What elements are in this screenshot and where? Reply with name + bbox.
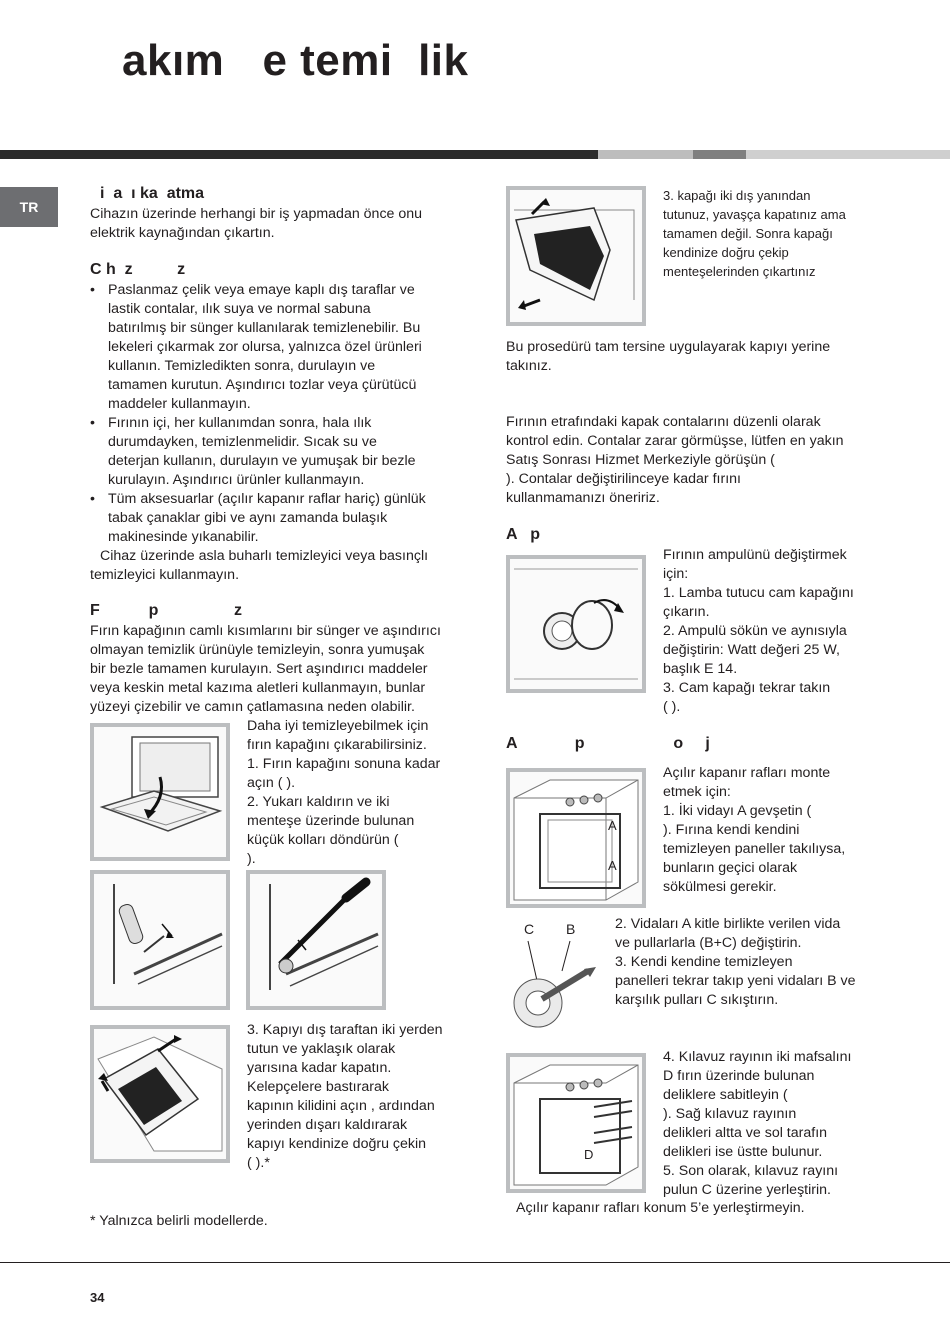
section-heading-exterior: C h z z [90, 261, 186, 278]
door-glass-text: Fırın kapağının camlı kısımlarını bir sünger ve aşındırıcı olmayan temizlik ürünüyle temizleyin, sonra yumuşak bir bezle tamamen kurulayın. Sert aşındırıcı maddeler veya keskin metal kazıma aletleri kullanmayın, bunlar yüzeyi çizebilir ve camın çatlamasına neden olabilir. [90, 623, 441, 715]
footer-rule [0, 1262, 950, 1263]
header-rule-dark [0, 150, 598, 159]
label-a-top: A [608, 818, 617, 833]
header-rule-gray [693, 150, 746, 159]
section-heading-door: F p z [90, 602, 243, 619]
door-step-3-alt: 3. kapağı iki dış yanından tutunuz, yavaşça kapatınız ama tamamen değil. Sonra kapağı kendinize doğru çekip menteşelerinden çıkartınız [663, 188, 846, 279]
section-heading-lamp: A p [506, 526, 541, 543]
label-d: D [584, 1147, 594, 1162]
footnote: * Yalnızca belirli modellerde. [90, 1213, 268, 1229]
section-heading-power: i a ı ka atma [100, 185, 205, 202]
figure-hinge-left [90, 870, 230, 1010]
bullet-item: • Paslanmaz çelik veya emaye kaplı dış taraflar ve lastik contalar, ılık suya ve normal sabuna batırılmış bir sünger kullanılarak temizlenebilir. Bu lekeleri çıkarmak zor olursa, yalnızca özel ürünleri kullanın. Temizledikten sonra, durulayın ve tamamen kurutun. Aşındırıcı tozlar veya çürütücü maddeler kullanmayın. [90, 282, 422, 412]
figure-door-open [90, 723, 230, 861]
page-number: 34 [90, 1290, 105, 1305]
figure-door-remove [506, 186, 646, 326]
figure-oven-screws [506, 768, 646, 908]
language-tab: TR [0, 187, 58, 227]
figure-hinge-tool [246, 870, 386, 1010]
label-b: B [566, 921, 576, 937]
section-heading-racks: A p o j [506, 735, 710, 752]
page-title: akım e temi lik [122, 36, 469, 85]
steam-note: Cihaz üzerinde asla buharlı temizleyici veya basınçlı [100, 548, 429, 564]
door-step-3: 3. Kapıyı dış taraftan iki yerden tutun ve yaklaşık olarak yarısına kadar kapatın. Kelepçelere bastırarak kapının kilidini açın , ardından yerinden dışarı kaldırarak kapıyı kendinize doğru çekin ( ).* [247, 1022, 443, 1171]
label-a-bottom: A [608, 858, 617, 873]
power-text: Cihazın üzerinde herhangi bir iş yapmadan önce onu elektrik kaynağından çıkartın. [90, 206, 423, 241]
racks-final-note: Açılır kapanır rafları konum 5’e yerleştirmeyin. [516, 1200, 805, 1216]
door-removal-steps: Daha iyi temizleyebilmek için fırın kapağını çıkarabilirsiniz. 1. Fırın kapağını sonuna kadar açın ( ). 2. Yukarı kaldırın ve iki menteşe üzerinde bulunan küçük kolları döndürün ( ). [247, 718, 441, 867]
figure-screw-washer [506, 915, 610, 1035]
figure-door-lift [90, 1025, 230, 1163]
figure-lamp [506, 555, 646, 693]
racks-step-2-3: 2. Vidaları A kitle birlikte verilen vida ve pullarlarla (B+C) değiştirin. 3. Kendi kendine temizleyen panelleri tekrar takıp yeni vidaları B ve karşılık pulları C sıkıştırın. [615, 916, 856, 1008]
exterior-bullets: • Paslanmaz çelik veya emaye kaplı dış taraflar ve lastik contalar, ılık suya ve normal sabuna batırılmış bir sünger kullanılarak temizlenebilir. Bu lekeleri çıkarmak zor olursa, yalnızca özel ürünleri kullanın. Temizledikten sonra, durulayın ve tamamen kurutun. Aşındırıcı tozlar veya çürütücü maddeler kullanmayın. • Fırının içi, her kullanımdan sonra, hala ılık durumdayken, temizlenmelidir. Sıcak su ve deterjan kullanın, durulayın ve yumuşak bir bezle kurulayın. Aşındırıcı ürünler kullanmayın. • Tüm aksesuarlar (açılır kapanır raflar hariç) günlük tabak çanaklar gibi ve aynı zamanda bulaşık makinesinde yıkanabilir. Cihaz üzerinde asla buharlı temizleyici veya basınçlı temizleyici kullanmayın. [90, 281, 470, 585]
bullet-item: • Fırının içi, her kullanımdan sonra, hala ılık durumdayken, temizlenmelidir. Sıcak su ve deterjan kullanın, durulayın ve yumuşak bir bezle kurulayın. Aşındırıcı ürünler kullanmayın. [90, 415, 416, 488]
racks-step-4-5: 4. Kılavuz rayının iki mafsalını D fırın üzerinde bulunan deliklere sabitleyin ( ). Sağ kılavuz rayının delikleri altta ve sol tarafın delikleri ise üstte bulunur. 5. Son olarak, kılavuz rayını pulun C üzerine yerleştirin. [663, 1049, 852, 1198]
racks-intro: Açılır kapanır rafları monte etmek için: 1. İki vidayı A gevşetin ( ). Fırına kendi kendini temizleyen paneller takılıysa, bunların geçici olarak sökülmesi gerekir. [663, 765, 846, 895]
label-c: C [524, 921, 535, 937]
bullet-item: • Tüm aksesuarlar (açılır kapanır raflar hariç) günlük tabak çanaklar gibi ve aynı zamanda bulaşık makinesinde yıkanabilir. [90, 491, 426, 545]
lamp-steps: Fırının ampulünü değiştirmek için: 1. Lamba tutucu cam kapağını çıkarın. 2. Ampulü sökün ve aynısıyla değiştirin: Watt değeri 25 W, başlık E 14. 3. Cam kapağı tekrar takın ( ). [663, 547, 854, 715]
header-rule-light [746, 150, 950, 159]
gaskets-text: Fırının etrafındaki kapak contalarını düzenli olarak kontrol edin. Contalar zarar görmüşse, lütfen en yakın Satış Sonrası Hizmet Merkeziyle görüşün ( ). Contalar değiştirilinceye kadar fırını kullanmamanızı öneririz. [506, 414, 844, 506]
reinstall-text: Bu prosedürü tam tersine uygulayarak kapıyı yerine takınız. [506, 339, 831, 374]
figure-oven-rails [506, 1053, 646, 1193]
header-rule-mid [598, 150, 693, 159]
